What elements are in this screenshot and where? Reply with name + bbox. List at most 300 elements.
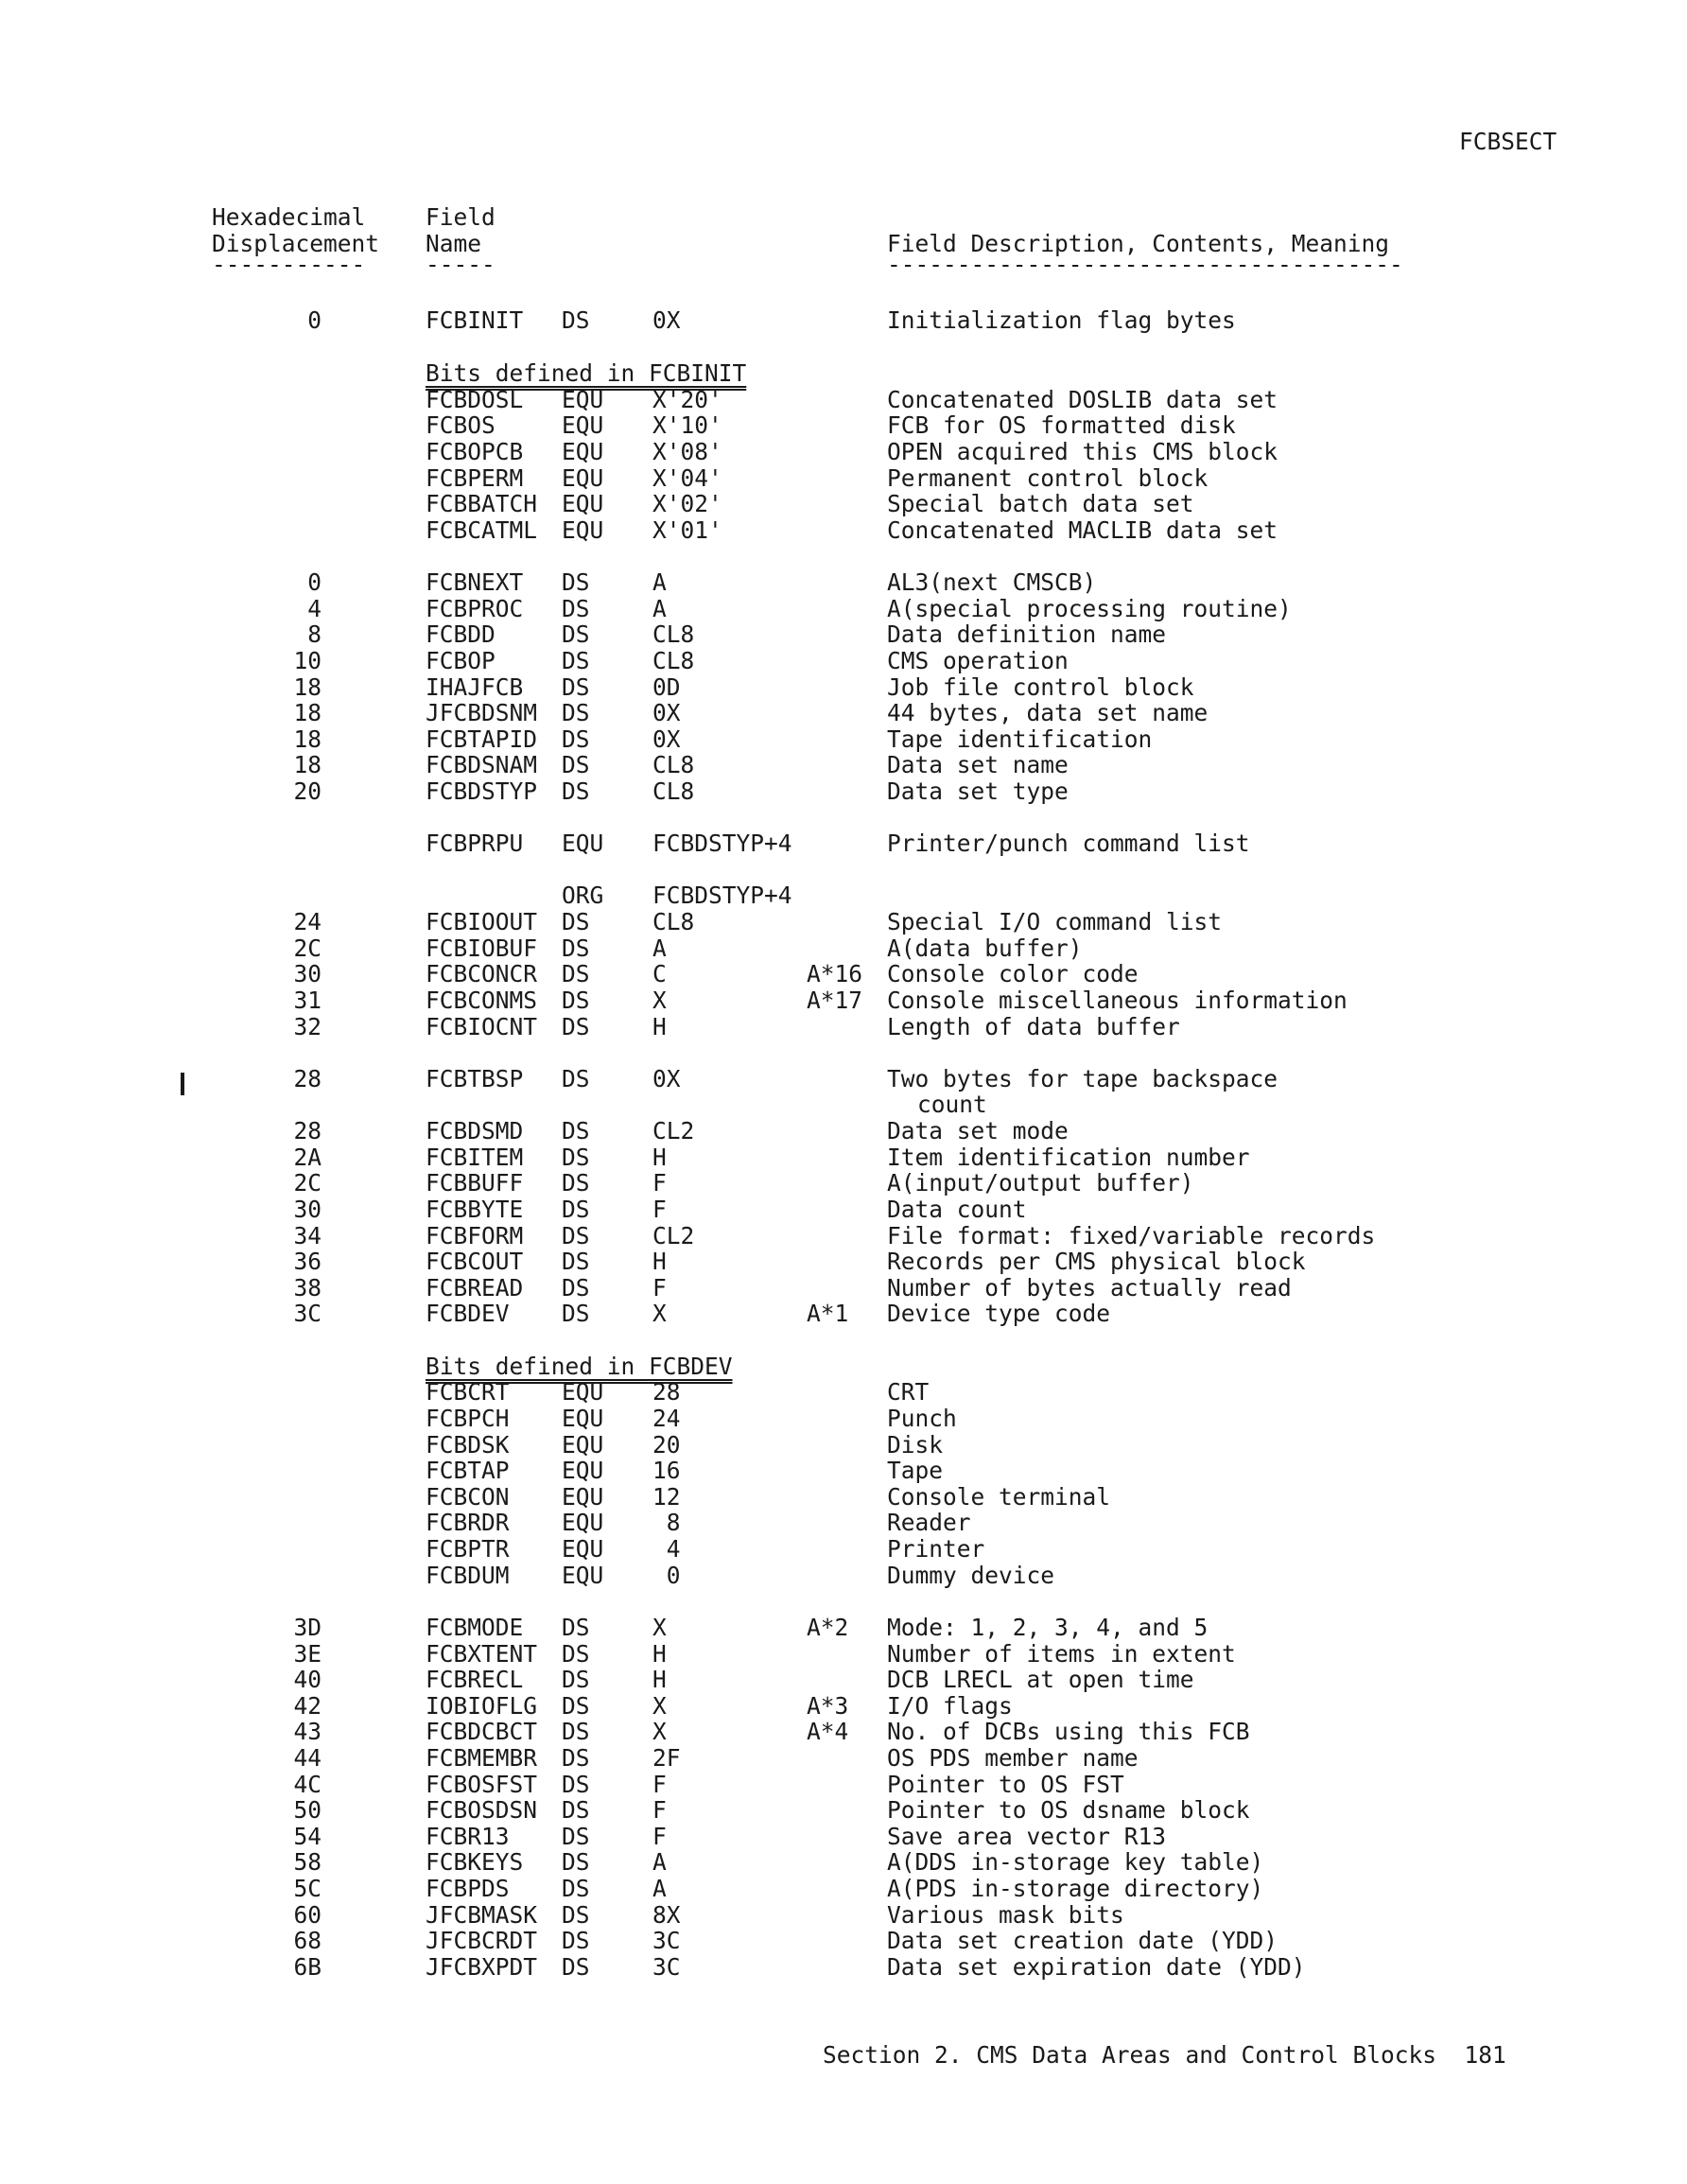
operand-cell: X'08' <box>652 438 722 465</box>
displacement-cell: 0 <box>307 306 322 334</box>
operation-cell: EQU <box>562 1378 604 1406</box>
table-row <box>0 464 1687 496</box>
field-description-cell: Reader <box>887 1509 971 1536</box>
displacement-cell: 3C <box>293 1300 322 1327</box>
operation-cell: EQU <box>562 1509 604 1536</box>
field-name-cell: FCBR13 <box>426 1823 510 1850</box>
field-description-cell: Data set creation date (YDD) <box>887 1927 1278 1954</box>
table-row <box>0 1848 1687 1879</box>
field-description-cell: Tape <box>887 1457 944 1484</box>
operation-cell: DS <box>562 699 590 726</box>
table-row <box>0 1065 1687 1096</box>
operand-cell: X <box>652 1718 667 1745</box>
field-name-cell: IHAJFCB <box>426 673 524 701</box>
operation-cell: DS <box>562 778 590 805</box>
field-description-cell: A(DDS in-storage key table) <box>887 1848 1264 1876</box>
field-name-cell: FCBRECL <box>426 1666 524 1693</box>
displacement-cell: 38 <box>293 1274 322 1302</box>
table-row <box>0 1407 1687 1436</box>
annotation-marker-cell: A*16 <box>807 960 863 987</box>
field-description-cell: Data set name <box>887 751 1069 778</box>
operation-cell: EQU <box>562 1457 604 1484</box>
displacement-cell: 2C <box>293 1169 322 1197</box>
operation-cell: DS <box>562 751 590 778</box>
operand-cell: 0X <box>652 725 681 753</box>
operand-cell: 3C <box>652 1953 681 1981</box>
operand-cell: F <box>652 1823 667 1850</box>
table-row <box>0 1796 1687 1827</box>
operand-cell: 20 <box>652 1431 681 1459</box>
field-name-cell: FCBCONMS <box>426 987 538 1014</box>
footer-gap <box>1436 2041 1465 2069</box>
operation-cell: DS <box>562 1848 590 1876</box>
operand-cell: 0X <box>652 306 681 334</box>
operand-cell: 0X <box>652 1065 681 1092</box>
annotation-marker-cell: A*17 <box>807 987 863 1014</box>
operation-cell: DS <box>562 1901 590 1929</box>
table-row <box>0 1117 1687 1148</box>
field-description-cell: Punch <box>887 1405 957 1432</box>
field-description-cell: Pointer to OS dsname block <box>887 1796 1250 1824</box>
operand-cell: F <box>652 1796 667 1824</box>
table-row <box>0 1146 1687 1175</box>
field-description-cell: I/O flags <box>887 1692 1013 1720</box>
operand-cell: 12 <box>652 1483 681 1511</box>
field-description-cell: OPEN acquired this CMS block <box>887 438 1278 465</box>
field-name-cell: FCBOSFST <box>426 1771 538 1798</box>
field-name-cell: FCBTAPID <box>426 725 538 753</box>
displacement-cell: 5C <box>293 1875 322 1902</box>
operation-cell: ORG <box>562 882 604 909</box>
table-row <box>0 1564 1687 1593</box>
field-name-cell: FCBITEM <box>426 1144 524 1171</box>
column-header-displacement-line1: Hexadecimal <box>212 203 366 231</box>
table-row <box>0 359 1687 391</box>
operand-cell: 0X <box>652 699 681 726</box>
displacement-cell: 58 <box>293 1848 322 1876</box>
operation-cell: DS <box>562 1875 590 1902</box>
operation-cell: EQU <box>562 438 604 465</box>
operand-cell: 24 <box>652 1405 681 1432</box>
annotation-marker-cell: A*1 <box>807 1300 849 1327</box>
operand-cell: X'04' <box>652 464 722 492</box>
displacement-cell: 2C <box>293 935 322 962</box>
field-description-cell: Data set mode <box>887 1117 1069 1144</box>
table-row <box>0 1431 1687 1462</box>
field-description-cell: No. of DCBs using this FCB <box>887 1718 1250 1745</box>
field-name-cell: FCBPRPU <box>426 830 524 857</box>
operand-cell: X'20' <box>652 386 722 413</box>
operation-cell: DS <box>562 1640 590 1668</box>
field-name-cell: FCBFORM <box>426 1222 524 1249</box>
operand-cell: A <box>652 595 667 622</box>
section-heading: Bits defined in FCBDEV <box>426 1353 733 1380</box>
displacement-cell: 31 <box>293 987 322 1014</box>
field-name-cell: FCBCON <box>426 1483 510 1511</box>
operation-cell: DS <box>562 1823 590 1850</box>
displacement-cell: 3E <box>293 1640 322 1668</box>
field-name-cell: FCBOSDSN <box>426 1796 538 1824</box>
field-description-cell: File format: fixed/variable records <box>887 1222 1376 1249</box>
column-header-description-rule: ------------------------------------- <box>887 251 1403 278</box>
field-name-cell: FCBOP <box>426 647 496 674</box>
displacement-cell: 43 <box>293 1718 322 1745</box>
displacement-cell: 30 <box>293 960 322 987</box>
displacement-cell: 34 <box>293 1222 322 1249</box>
revision-change-bar <box>181 1073 184 1095</box>
table-row <box>0 1378 1687 1409</box>
field-description-cell: Printer <box>887 1535 985 1563</box>
operation-cell: DS <box>562 1222 590 1249</box>
operand-cell: F <box>652 1274 667 1302</box>
displacement-cell: 4 <box>307 595 322 622</box>
operand-cell: X <box>652 1614 667 1641</box>
operation-cell: DS <box>562 1248 590 1275</box>
field-description-cell: Special batch data set <box>887 490 1194 517</box>
operation-cell: EQU <box>562 1483 604 1511</box>
operand-cell: X <box>652 1692 667 1720</box>
running-head: FCBSECT <box>1459 128 1557 155</box>
field-name-cell: FCBPERM <box>426 464 524 492</box>
operand-cell: X'10' <box>652 411 722 439</box>
field-description-cell: AL3(next CMSCB) <box>887 568 1097 596</box>
field-name-cell: JFCBXPDT <box>426 1953 538 1981</box>
operation-cell: DS <box>562 1065 590 1092</box>
field-name-cell: FCBTBSP <box>426 1065 524 1092</box>
field-name-cell: FCBPTR <box>426 1535 510 1563</box>
table-row <box>0 411 1687 443</box>
page-footer <box>823 2041 1506 2069</box>
operand-cell: A <box>652 935 667 962</box>
displacement-cell: 20 <box>293 778 322 805</box>
operation-cell: DS <box>562 1614 590 1641</box>
table-row <box>0 568 1687 600</box>
field-description-cell: Pointer to OS FST <box>887 1771 1124 1798</box>
table-row <box>0 1773 1687 1802</box>
field-description-cell: Data set expiration date (YDD) <box>887 1953 1306 1981</box>
field-name-cell: FCBPDS <box>426 1875 510 1902</box>
displacement-cell: 44 <box>293 1744 322 1772</box>
operation-cell: EQU <box>562 1405 604 1432</box>
operand-cell: 0 <box>652 1562 681 1589</box>
operand-cell: A <box>652 568 667 596</box>
table-row <box>0 1927 1687 1958</box>
displacement-cell: 0 <box>307 568 322 596</box>
operand-cell: A <box>652 1848 667 1876</box>
field-description-cell: Data definition name <box>887 620 1167 648</box>
operand-cell: H <box>652 1640 667 1668</box>
table-row <box>0 1535 1687 1566</box>
operand-cell: FCBDSTYP+4 <box>652 882 792 909</box>
column-header-name-line2: Name <box>426 230 482 257</box>
operation-cell: DS <box>562 987 590 1014</box>
operation-cell: EQU <box>562 464 604 492</box>
field-name-cell: FCBXTENT <box>426 1640 538 1668</box>
displacement-cell: 6B <box>293 1953 322 1981</box>
displacement-cell: 30 <box>293 1196 322 1223</box>
field-name-cell: FCBCRT <box>426 1378 510 1406</box>
displacement-cell: 36 <box>293 1248 322 1275</box>
page-number: 181 <box>1464 2041 1506 2069</box>
table-row <box>0 1744 1687 1775</box>
table-row <box>0 884 1687 913</box>
table-row <box>0 1483 1687 1514</box>
operand-cell: CL8 <box>652 908 695 935</box>
field-name-cell: FCBDD <box>426 620 496 648</box>
field-description-cell: Special I/O command list <box>887 908 1223 935</box>
operation-cell: EQU <box>562 516 604 544</box>
field-description-cell: CRT <box>887 1378 930 1406</box>
operand-cell: 3C <box>652 1927 681 1954</box>
operation-cell: EQU <box>562 1431 604 1459</box>
operation-cell: DS <box>562 306 590 334</box>
table-row <box>0 620 1687 652</box>
table-row <box>0 1198 1687 1227</box>
operand-cell: A <box>652 1875 667 1902</box>
operation-cell: DS <box>562 1013 590 1040</box>
field-description-cell: Length of data buffer <box>887 1013 1180 1040</box>
operand-cell: F <box>652 1771 667 1798</box>
field-description-cell: CMS operation <box>887 647 1069 674</box>
field-description-cell: Various mask bits <box>887 1901 1124 1929</box>
field-name-cell: JFCBCRDT <box>426 1927 538 1954</box>
operand-cell: FCBDSTYP+4 <box>652 830 792 857</box>
annotation-marker-cell: A*3 <box>807 1692 849 1720</box>
operand-cell: X <box>652 987 667 1014</box>
displacement-cell: 18 <box>293 751 322 778</box>
field-name-cell: FCBDUM <box>426 1562 510 1589</box>
field-name-cell: FCBOPCB <box>426 438 524 465</box>
operand-cell: CL8 <box>652 778 695 805</box>
table-row <box>0 908 1687 939</box>
field-description-cell: Job file control block <box>887 673 1194 701</box>
operand-cell: F <box>652 1169 667 1197</box>
field-name-cell: FCBBYTE <box>426 1196 524 1223</box>
field-description-cell: Mode: 1, 2, 3, 4, and 5 <box>887 1614 1209 1641</box>
field-name-cell: FCBCATML <box>426 516 538 544</box>
field-name-cell: FCBREAD <box>426 1274 524 1302</box>
table-row <box>0 516 1687 548</box>
operand-cell: 4 <box>652 1535 681 1563</box>
field-name-cell: FCBDSNAM <box>426 751 538 778</box>
operation-cell: DS <box>562 1169 590 1197</box>
field-description-cell: A(special processing routine) <box>887 595 1292 622</box>
displacement-cell: 18 <box>293 673 322 701</box>
field-description-cell: Number of items in extent <box>887 1640 1236 1668</box>
field-description-cell: 44 bytes, data set name <box>887 699 1209 726</box>
operand-cell: 28 <box>652 1378 681 1406</box>
table-row <box>0 1875 1687 1906</box>
displacement-cell: 50 <box>293 1796 322 1824</box>
column-header-displacement-rule: ----------- <box>212 251 366 278</box>
displacement-cell: 60 <box>293 1901 322 1929</box>
displacement-cell: 8 <box>307 620 322 648</box>
field-description-cell: Records per CMS physical block <box>887 1248 1306 1275</box>
table-row <box>0 647 1687 678</box>
field-name-cell: FCBMODE <box>426 1614 524 1641</box>
section-heading: Bits defined in FCBINIT <box>426 359 747 387</box>
operand-cell: 0D <box>652 673 681 701</box>
table-row <box>0 1222 1687 1253</box>
field-description-cell: Tape identification <box>887 725 1153 753</box>
field-name-cell: FCBPCH <box>426 1405 510 1432</box>
displacement-cell: 42 <box>293 1692 322 1720</box>
operation-cell: DS <box>562 1196 590 1223</box>
operand-cell: H <box>652 1144 667 1171</box>
field-description-cell: Permanent control block <box>887 464 1209 492</box>
field-name-cell: FCBCOUT <box>426 1248 524 1275</box>
field-name-cell: FCBDSMD <box>426 1117 524 1144</box>
operand-cell: X <box>652 1300 667 1327</box>
field-description-cell: Number of bytes actually read <box>887 1274 1292 1302</box>
field-description-cell: Initialization flag bytes <box>887 306 1236 334</box>
field-name-cell: FCBDEV <box>426 1300 510 1327</box>
operand-cell: CL8 <box>652 620 695 648</box>
operation-cell: EQU <box>562 830 604 857</box>
field-name-cell: FCBKEYS <box>426 1848 524 1876</box>
operation-cell: DS <box>562 1744 590 1772</box>
displacement-cell: 40 <box>293 1666 322 1693</box>
operation-cell: DS <box>562 1144 590 1171</box>
field-description-cell: Device type code <box>887 1300 1111 1327</box>
field-name-cell: JFCBDSNM <box>426 699 538 726</box>
field-name-cell: FCBDCBCT <box>426 1718 538 1745</box>
field-description-cell: Item identification number <box>887 1144 1250 1171</box>
annotation-marker-cell: A*2 <box>807 1614 849 1641</box>
table-row <box>0 780 1687 809</box>
operand-cell: 16 <box>652 1457 681 1484</box>
table-row <box>0 1511 1687 1540</box>
field-name-cell: FCBIOCNT <box>426 1013 538 1040</box>
displacement-cell: 32 <box>293 1013 322 1040</box>
operand-cell: X'02' <box>652 490 722 517</box>
operation-cell: EQU <box>562 490 604 517</box>
table-row <box>0 1616 1687 1645</box>
field-description-cell: Console terminal <box>887 1483 1111 1511</box>
annotation-marker-cell: A*4 <box>807 1718 849 1745</box>
displacement-cell: 4C <box>293 1771 322 1798</box>
column-header-description: Field Description, Contents, Meaning <box>887 230 1390 257</box>
displacement-cell: 18 <box>293 725 322 753</box>
displacement-cell: 68 <box>293 1927 322 1954</box>
field-description-cell: Concatenated DOSLIB data set <box>887 386 1278 413</box>
operation-cell: DS <box>562 595 590 622</box>
field-name-cell: FCBCONCR <box>426 960 538 987</box>
table-row <box>0 306 1687 338</box>
field-description-cell: A(input/output buffer) <box>887 1169 1194 1197</box>
field-description-cell: A(data buffer) <box>887 935 1083 962</box>
table-row <box>0 1302 1687 1331</box>
table-row <box>0 1250 1687 1279</box>
operation-cell: EQU <box>562 386 604 413</box>
field-description-cell: Dummy device <box>887 1562 1055 1589</box>
table-row <box>0 673 1687 705</box>
operand-cell: 8 <box>652 1509 681 1536</box>
operation-cell: DS <box>562 647 590 674</box>
column-header-displacement-line2: Displacement <box>212 230 380 257</box>
displacement-cell: 24 <box>293 908 322 935</box>
table-row <box>0 1718 1687 1749</box>
operation-cell: EQU <box>562 1562 604 1589</box>
table-row <box>0 1169 1687 1200</box>
operation-cell: DS <box>562 1718 590 1745</box>
operation-cell: DS <box>562 725 590 753</box>
field-name-cell: FCBPROC <box>426 595 524 622</box>
table-row <box>0 386 1687 417</box>
operation-cell: DS <box>562 908 590 935</box>
field-description-cell: A(PDS in-storage directory) <box>887 1875 1264 1902</box>
operation-cell: DS <box>562 1692 590 1720</box>
field-name-cell: FCBBUFF <box>426 1169 524 1197</box>
displacement-cell: 54 <box>293 1823 322 1850</box>
operand-cell: 2F <box>652 1744 681 1772</box>
displacement-cell: 28 <box>293 1065 322 1092</box>
table-row <box>0 438 1687 469</box>
table-row <box>0 1355 1687 1384</box>
field-description-cell: Concatenated MACLIB data set <box>887 516 1278 544</box>
operand-cell: CL2 <box>652 1222 695 1249</box>
field-description-cell: Data set type <box>887 778 1069 805</box>
column-header-name-rule: ----- <box>426 251 496 278</box>
field-description-cell: FCB for OS formatted disk <box>887 411 1236 439</box>
field-name-cell: FCBRDR <box>426 1509 510 1536</box>
table-row <box>0 490 1687 521</box>
field-description-cell: Console color code <box>887 960 1139 987</box>
operand-cell: H <box>652 1666 667 1693</box>
displacement-cell: 10 <box>293 647 322 674</box>
operand-cell: H <box>652 1013 667 1040</box>
displacement-cell: 2A <box>293 1144 322 1171</box>
operation-cell: EQU <box>562 411 604 439</box>
field-name-cell: FCBNEXT <box>426 568 524 596</box>
displacement-cell: 3D <box>293 1614 322 1641</box>
operand-cell: F <box>652 1196 667 1223</box>
field-name-cell: FCBBATCH <box>426 490 538 517</box>
operand-cell: C <box>652 960 667 987</box>
operand-cell: X'01' <box>652 516 722 544</box>
operation-cell: DS <box>562 568 590 596</box>
field-description-cell: Data count <box>887 1196 1027 1223</box>
table-row <box>0 751 1687 782</box>
field-name-cell: JFCBMASK <box>426 1901 538 1929</box>
operation-cell: DS <box>562 1953 590 1981</box>
table-row <box>0 1013 1687 1044</box>
field-name-cell: IOBIOFLG <box>426 1692 538 1720</box>
operation-cell: DS <box>562 1117 590 1144</box>
operation-cell: EQU <box>562 1535 604 1563</box>
field-name-cell: FCBDSK <box>426 1431 510 1459</box>
field-description-cell: Console miscellaneous information <box>887 987 1348 1014</box>
operation-cell: DS <box>562 1771 590 1798</box>
operation-cell: DS <box>562 1274 590 1302</box>
operation-cell: DS <box>562 960 590 987</box>
table-row <box>0 832 1687 861</box>
field-description-cell: Disk <box>887 1431 944 1459</box>
displacement-cell: 28 <box>293 1117 322 1144</box>
field-description-cell: Two bytes for tape backspace <box>887 1065 1278 1092</box>
footer-section-title: Section 2. CMS Data Areas and Control Blocks <box>823 2041 1437 2069</box>
field-description-cell: DCB LRECL at open time <box>887 1666 1194 1693</box>
table-row <box>0 1459 1687 1488</box>
operand-cell: 8X <box>652 1901 681 1929</box>
table-row <box>0 699 1687 730</box>
operand-cell: H <box>652 1248 667 1275</box>
table-row <box>0 1640 1687 1671</box>
column-header-name-line1: Field <box>426 203 496 231</box>
table-row <box>0 1093 1687 1122</box>
operation-cell: DS <box>562 1666 590 1693</box>
operand-cell: CL2 <box>652 1117 695 1144</box>
